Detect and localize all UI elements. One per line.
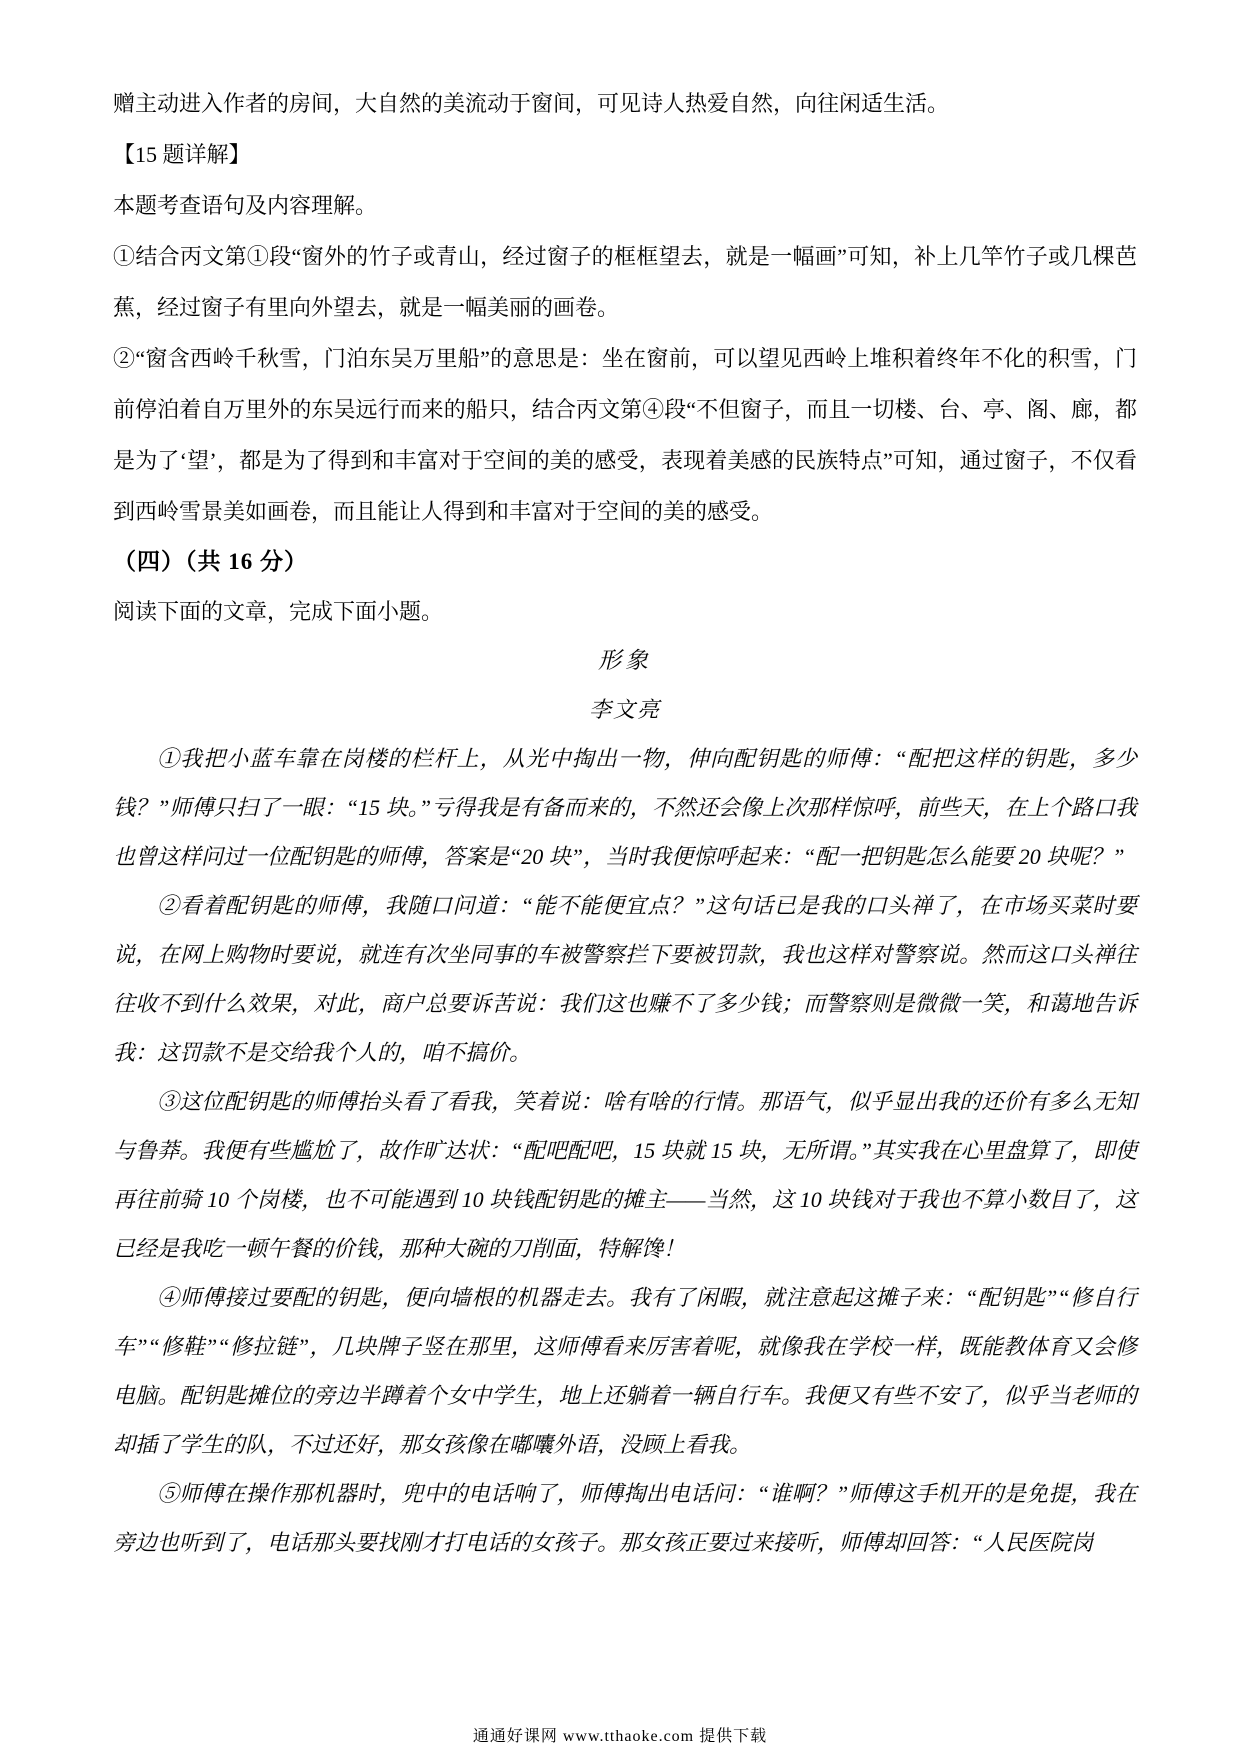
reading-instruction: 阅读下面的文章，完成下面小题。	[113, 599, 444, 624]
passage-paragraph-5: ⑤师傅在操作那机器时，兜中的电话响了，师傅掏出电话问：“谁啊？”师傅这手机开的是免提，我在旁边也听到了，电话那头要找刚才打电话的女孩子。那女孩正要过来接听，师傅却回答：“人民医院岗	[113, 1481, 1137, 1555]
section-four-heading: （四）（共 16 分）	[113, 549, 308, 574]
passage-paragraph-4: ④师傅接过要配的钥匙，便向墙根的机器走去。我有了闲暇，就注意起这摊子来：“配钥匙”“修自行车”“修鞋”“修拉链”，几块牌子竖在那里，这师傅看来厉害着呢，就像我在学校一样，既能教体育又会修电脑。配钥匙摊位的旁边半蹲着个女中学生，地上还躺着一辆自行车。我便又有些不安了，似乎当老师的却插了学生的队，不过还好，那女孩像在嘟囔外语，没顾上看我。	[113, 1285, 1137, 1457]
passage-author: 李文亮	[588, 697, 661, 722]
answer-explanation-section	[113, 78, 1137, 537]
passage-paragraph-3: ③这位配钥匙的师傅抬头看了看我，笑着说：啥有啥的行情。那语气，似乎显出我的还价有多么无知与鲁莽。我便有些尴尬了，故作旷达状：“配吧配吧，15 块就 15 块，无所谓。”其实我在心里盘算了，即使再往前骑 10 个岗楼，也不可能遇到 10 块钱配钥匙的摊主——当然，这 10 块钱对于我也不算小数目了，这已经是我吃一顿午餐的价钱，那种大碗的刀削面，特解馋！	[113, 1089, 1137, 1261]
answer-continuation-line: 赠主动进入作者的房间，大自然的美流动于窗间，可见诗人热爱自然，向往闲适生活。	[113, 91, 950, 116]
passage-title: 形象	[598, 648, 652, 673]
question-15-detail-label: 【15 题详解】	[113, 142, 251, 167]
answer-point-2: ②“窗含西岭千秋雪，门泊东吴万里船”的意思是：坐在窗前，可以望见西岭上堆积着终年不化的积雪，门前停泊着自万里外的东吴远行而来的船只，结合丙文第④段“不但窗子，而且一切楼、台、亭、阁、廊，都是为了‘望’，都是为了得到和丰富对于空间的美的感受，表现着美感的民族特点”可知，通过窗子，不仅看到西岭雪景美如画卷，而且能让人得到和丰富对于空间的美的感受。	[113, 346, 1137, 524]
passage-paragraph-2: ②看着配钥匙的师傅，我随口问道：“能不能便宜点？”这句话已是我的口头禅了，在市场买菜时要说，在网上购物时要说，就连有次坐同事的车被警察拦下要被罚款，我也这样对警察说。然而这口头禅往往收不到什么效果，对此，商户总要诉苦说：我们这也赚不了多少钱；而警察则是微微一笑，和蔼地告诉我：这罚款不是交给我个人的，咱不搞价。	[113, 893, 1137, 1065]
reading-passage	[113, 636, 1137, 1567]
footer-watermark: 通通好课网 www.tthaoke.com 提供下载	[472, 1728, 768, 1745]
page-content	[113, 78, 1137, 1567]
passage-paragraph-1: ①我把小蓝车靠在岗楼的栏杆上，从光中掏出一物，伸向配钥匙的师傅：“配把这样的钥匙，多少钱？”师傅只扫了一眼：“15 块。”亏得我是有备而来的，不然还会像上次那样惊呼，前些天，在上个路口我也曾这样问过一位配钥匙的师傅，答案是“20 块”，当时我便惊呼起来：“配一把钥匙怎么能要 20 块呢？”	[113, 746, 1137, 869]
answer-point-1: ①结合丙文第①段“窗外的竹子或青山，经过窗子的框框望去，就是一幅画”可知，补上几竿竹子或几棵芭蕉，经过窗子有里向外望去，就是一幅美丽的画卷。	[113, 244, 1137, 320]
answer-topic-line: 本题考查语句及内容理解。	[113, 193, 378, 218]
